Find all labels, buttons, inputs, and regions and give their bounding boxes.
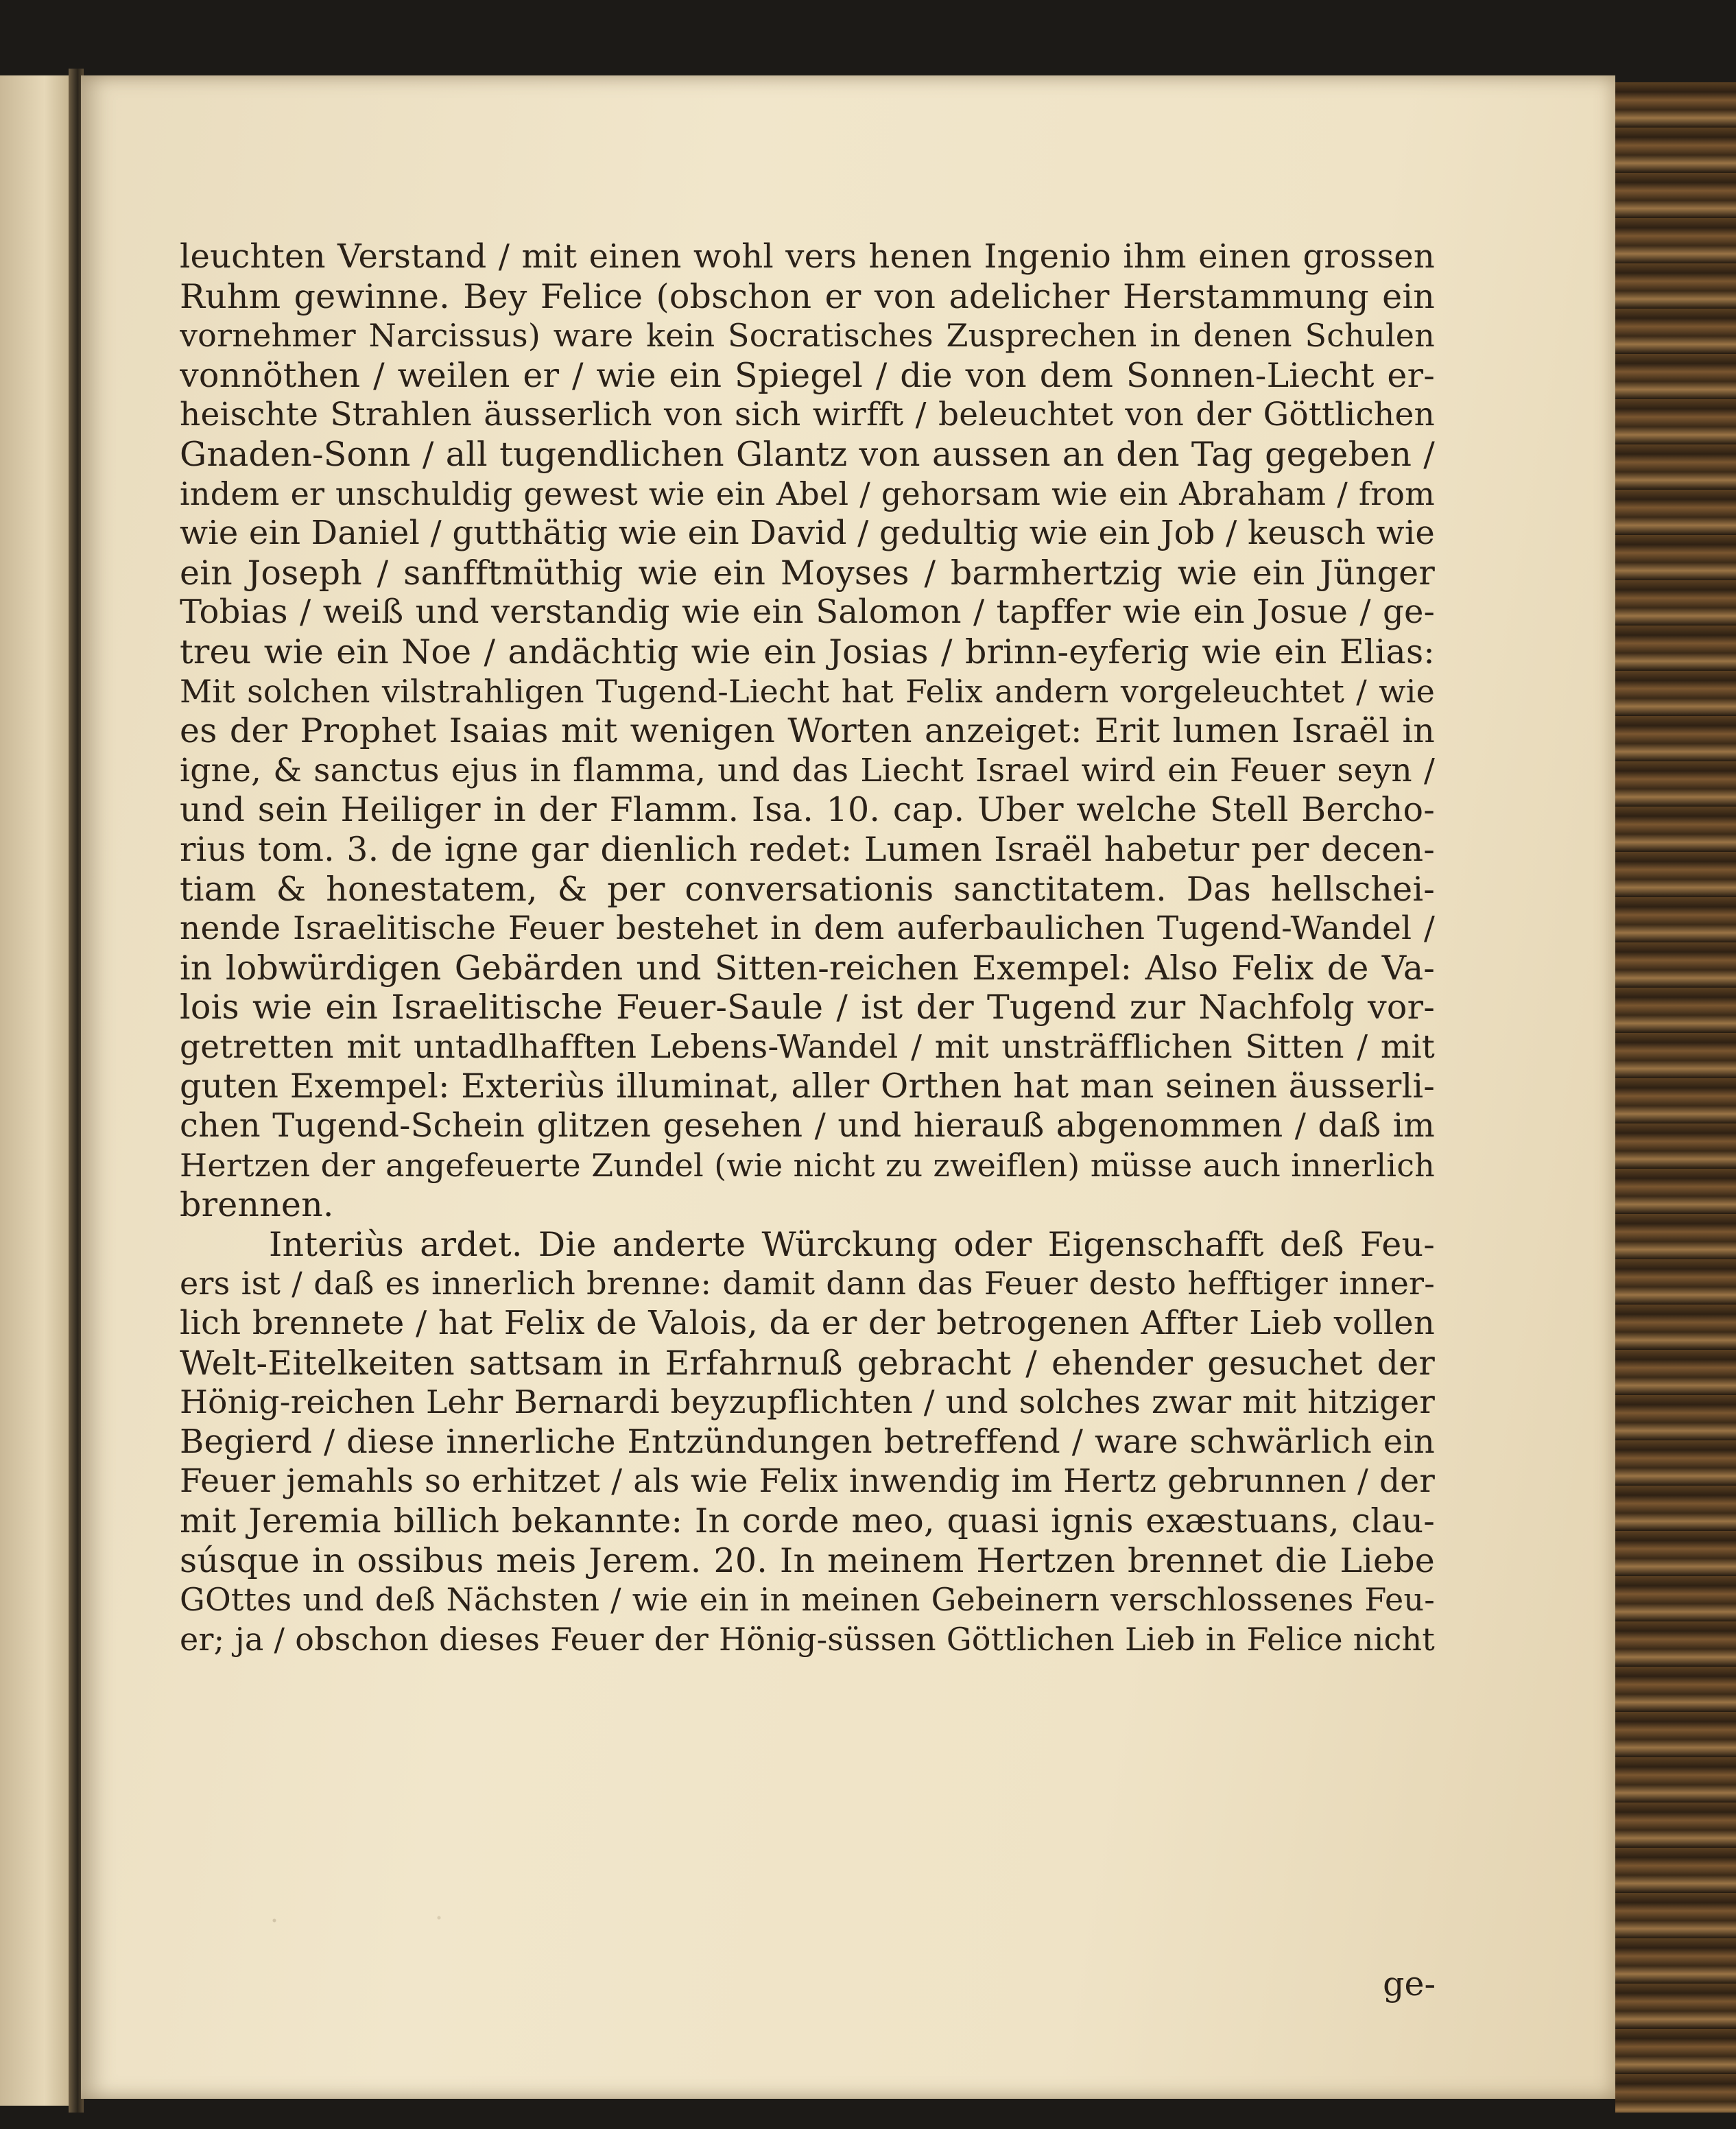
text-line: chen Tugend-Schein glitzen gesehen / und hierauß abgenommen / daß im <box>180 1106 1435 1145</box>
text-line: er; ja / obschon dieses Feuer der Hönig-süssen Göttlichen Lieb in Felice nicht <box>180 1620 1435 1658</box>
text-line: indem er unschuldig gewest wie ein Abel / gehorsam wie ein Abraham / from <box>180 475 1435 512</box>
text-line: nende Israelitische Feuer bestehet in dem auferbaulichen Tugend-Wandel / <box>180 909 1435 948</box>
text-line: treu wie ein Noe / andächtig wie ein Josias / brinn-eyferig wie ein Elias: <box>180 632 1435 671</box>
text-line: Welt-Eitelkeiten sattsam in Erfahrnuß gebracht / ehender gesuchet der <box>180 1343 1435 1383</box>
text-line: Tobias / weiß und verstandig wie ein Salomon / tapffer wie ein Josue / ge- <box>180 593 1435 632</box>
text-line: súsque in ossibus meis Jerem. 20. In meinem Hertzen brennet die Liebe <box>180 1541 1435 1580</box>
text-line: lich brennete / hat Felix de Valois, da er der betrogenen Affter Lieb vollen <box>180 1304 1435 1343</box>
book-cover-edge <box>1615 82 1736 2113</box>
text-line: igne, & sanctus ejus in flamma, und das Liecht Israel wird ein Feuer seyn / <box>180 751 1435 789</box>
text-line: GOttes und deß Nächsten / wie ein in meinen Gebeinern verschlossenes Feu- <box>180 1581 1435 1619</box>
text-line: rius tom. 3. de igne gar dienlich redet: Lumen Israël habetur per decen- <box>180 829 1435 869</box>
text-line: es der Prophet Isaias mit wenigen Worten anzeiget: Erit lumen Israël in <box>180 711 1435 751</box>
text-line: leuchten Verstand / mit einen wohl vers henen Ingenio ihm einen grossen <box>180 237 1435 276</box>
text-line: vonnöthen / weilen er / wie ein Spiegel / die von dem Sonnen-Liecht er- <box>180 355 1435 395</box>
text-line: Begierd / diese innerliche Entzündungen betreffend / ware schwärlich ein <box>180 1422 1435 1461</box>
text-line: Mit solchen vilstrahligen Tugend-Liecht hat Felix andern vorgeleuchtet / wie <box>180 672 1435 710</box>
text-line: mit Jeremia billich bekannte: In corde meo, quasi ignis exæstuans, clau- <box>180 1501 1435 1541</box>
paper-specks <box>192 1907 604 1934</box>
text-line: ers ist / daß es innerlich brenne: damit dann das Feuer desto hefftiger inner- <box>180 1265 1435 1303</box>
text-line: Gnaden-Sonn / all tugendlichen Glantz von aussen an den Tag gegeben / <box>180 434 1435 474</box>
text-line: wie ein Daniel / gutthätig wie ein David / gedultig wie ein Job / keusch wie <box>180 514 1435 553</box>
text-line: guten Exempel: Exteriùs illuminat, aller Orthen hat man seinen äusserli- <box>180 1067 1435 1106</box>
text-line: heischte Strahlen äusserlich von sich wirfft / beleuchtet von der Göttlichen <box>180 396 1435 434</box>
text-line: brennen. <box>180 1185 334 1225</box>
text-line: in lobwürdigen Gebärden und Sitten-reichen Exempel: Also Felix de Va- <box>180 948 1435 988</box>
text-line: Hertzen der angefeuerte Zundel (wie nicht zu zweiflen) müsse auch innerlich <box>180 1146 1435 1184</box>
text-line: lois wie ein Israelitische Feuer-Saule / ist der Tugend zur Nachfolg vor- <box>180 988 1435 1027</box>
text-line: Feuer jemahls so erhitzet / als wie Felix inwendig im Hertz gebrunnen / der <box>180 1462 1435 1501</box>
page-text <box>180 237 1435 1659</box>
text-line: getretten mit untadlhafften Lebens-Wandel / mit unsträfflichen Sitten / mit <box>180 1027 1435 1066</box>
text-line: vornehmer Narcissus) ware kein Socratisches Zusprechen in denen Schulen <box>180 317 1435 355</box>
catchword: ge- <box>1383 1964 1436 2003</box>
text-line: und sein Heiliger in der Flamm. Isa. 10. cap. Uber welche Stell Bercho- <box>180 790 1435 830</box>
text-line: tiam & honestatem, & per conversationis sanctitatem. Das hellschei- <box>180 869 1435 909</box>
text-line: Ruhm gewinne. Bey Felice (obschon er von adelicher Herstammung ein <box>180 276 1435 316</box>
text-line: ein Joseph / sanfftmüthig wie ein Moyses / barmhertzig wie ein Jünger <box>180 553 1435 593</box>
text-line: Hönig-reichen Lehr Bernardi beyzupflichten / und solches zwar mit hitziger <box>180 1383 1435 1422</box>
text-line: Interiùs ardet. Die anderte Würckung oder Eigenschafft deß Feu- <box>269 1224 1435 1264</box>
